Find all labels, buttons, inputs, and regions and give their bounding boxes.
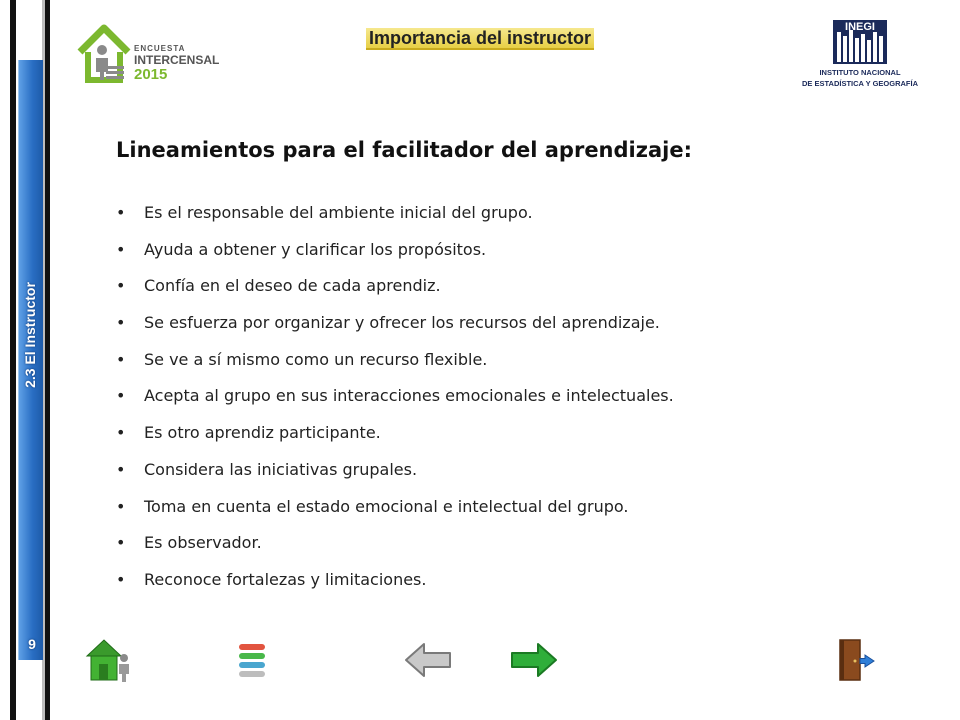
list-item-text: Se ve a sí mismo como un recurso flexible. (144, 349, 488, 369)
left-rail-line-2 (45, 0, 50, 720)
content-heading: Lineamientos para el facilitador del aprendizaje: (116, 138, 692, 162)
encuesta-intercensal-logo (76, 22, 220, 86)
bullet-dot-icon: • (116, 276, 126, 296)
list-item-text: Es el responsable del ambiente inicial del grupo. (144, 203, 533, 222)
guidelines-list (116, 200, 674, 604)
inegi-logo (795, 18, 925, 92)
home-icon (84, 636, 136, 684)
list-item (116, 383, 674, 420)
menu-button[interactable] (236, 636, 270, 684)
list-item-text: Es observador. (144, 533, 262, 553)
forward-arrow-icon (506, 636, 560, 684)
list-item-text: Toma en cuenta el estado emocional e intelectual del grupo. (144, 496, 629, 516)
inegi-emblem-icon (795, 18, 925, 66)
list-item (116, 457, 674, 494)
bullet-dot-icon: • (116, 386, 126, 406)
bullet-dot-icon: • (116, 239, 126, 259)
bullet-dot-icon: • (116, 496, 126, 516)
bullet-dot-icon: • (116, 533, 126, 553)
bullet-dot-icon: • (116, 313, 126, 333)
inegi-name-line-1: INSTITUTO NACIONAL (819, 68, 901, 77)
page-title-text: Importancia del instructor (366, 28, 594, 50)
list-item-text: Reconoce fortalezas y limitaciones. (144, 569, 427, 589)
logo-line-1: ENCUESTA (134, 44, 186, 53)
list-item (116, 530, 674, 567)
list-item (116, 237, 674, 274)
bullet-dot-icon: • (116, 459, 126, 479)
bullet-dot-icon: • (116, 569, 126, 589)
list-item-text: Ayuda a obtener y clarificar los propósitos. (144, 239, 487, 259)
list-item (116, 273, 674, 310)
section-label: 2.3 El Instructor (22, 282, 38, 388)
page-title (300, 28, 660, 49)
list-item (116, 310, 674, 347)
left-rail-line (10, 0, 16, 720)
list-item-text: Confía en el deseo de cada aprendiz. (144, 276, 441, 296)
list-item-text: Se esfuerza por organizar y ofrecer los recursos del aprendizaje. (144, 313, 660, 333)
list-item (116, 567, 674, 604)
home-button[interactable] (84, 636, 136, 684)
list-item (116, 200, 674, 237)
list-item-text: Acepta al grupo en sus interacciones emocionales e intelectuales. (144, 386, 674, 406)
bullet-dot-icon: • (116, 349, 126, 369)
inegi-abbrev: INEGI (845, 21, 875, 33)
bullet-dot-icon: • (116, 203, 126, 222)
menu-list-icon (236, 636, 270, 684)
house-person-icon (76, 22, 132, 86)
list-item-text: Es otro aprendiz participante. (144, 423, 381, 443)
back-button[interactable] (402, 636, 456, 684)
list-item-text: Considera las iniciativas grupales. (144, 459, 418, 479)
bullet-dot-icon: • (116, 423, 126, 443)
logo-line-2: INTERCENSAL (134, 53, 220, 67)
page-number: 9 (28, 636, 36, 652)
forward-button[interactable] (506, 636, 560, 684)
logo-line-3: 2015 (134, 66, 168, 83)
exit-door-icon (834, 636, 878, 684)
inegi-name-line-2: DE ESTADÍSTICA Y GEOGRAFÍA (802, 79, 918, 88)
exit-button[interactable] (834, 636, 878, 684)
list-item (116, 347, 674, 384)
back-arrow-icon (402, 636, 456, 684)
list-item (116, 494, 674, 531)
list-item (116, 420, 674, 457)
